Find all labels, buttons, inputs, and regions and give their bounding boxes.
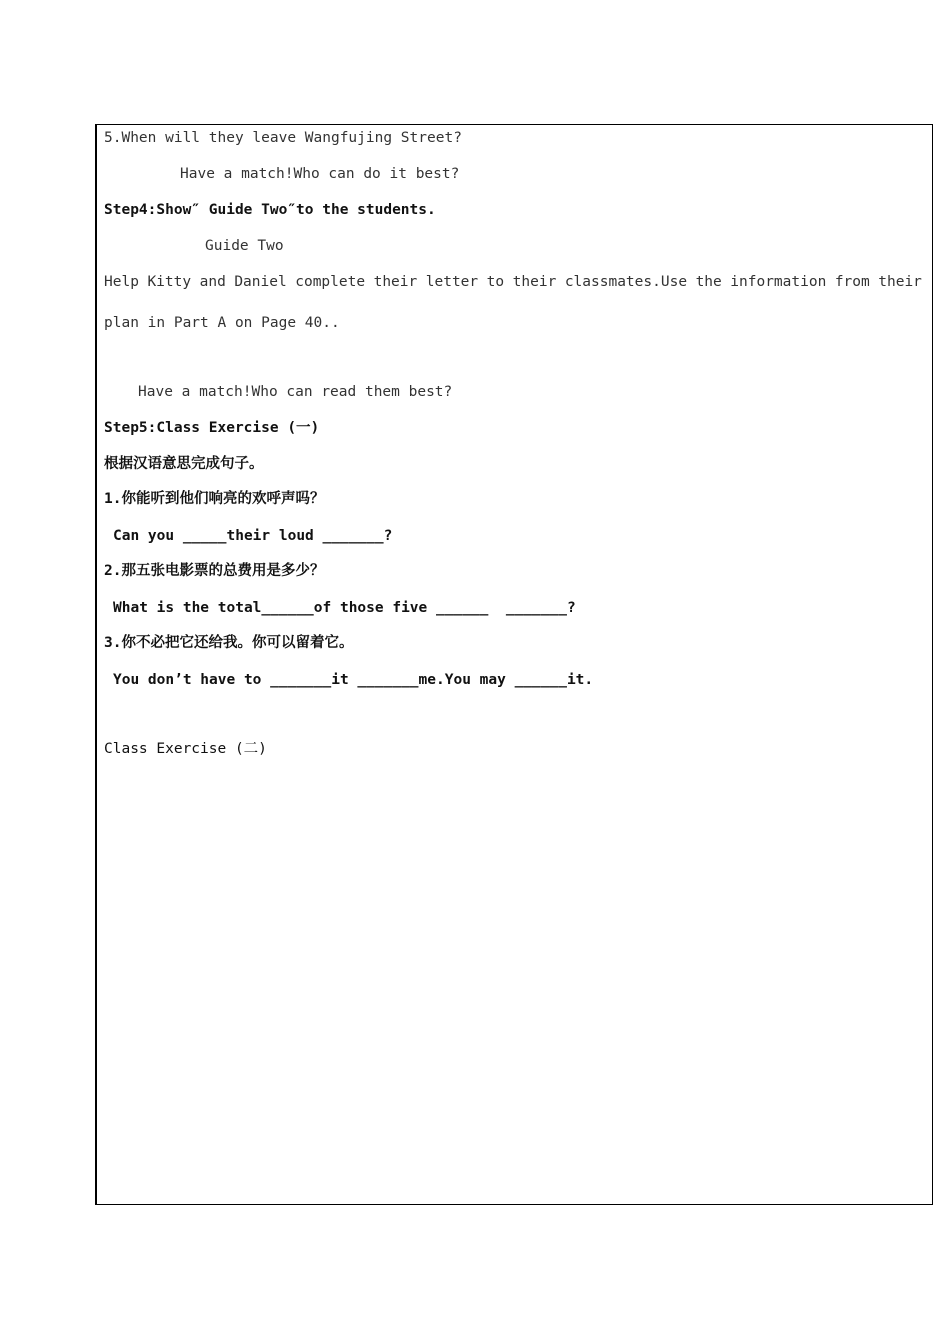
word: Help	[104, 274, 139, 290]
word: Daniel	[234, 274, 287, 290]
word: classmates.Use	[564, 274, 688, 290]
word: information	[730, 274, 827, 290]
exercise-3-english: You don’t have to _______it _______me.You may ______it.	[113, 672, 594, 688]
word: to	[486, 274, 505, 290]
word: from	[834, 274, 870, 290]
word: complete	[295, 274, 366, 290]
plan-reference: plan in Part A on Page 40..	[104, 315, 340, 331]
exercise-1-chinese: 1.你能听到他们响亮的欢呼声吗？	[104, 491, 325, 507]
word: the	[695, 274, 722, 290]
word: letter	[425, 274, 479, 290]
exercise-2-english: What is the total______of those five ______ _______?	[113, 600, 576, 616]
question-5: 5.When will they leave Wangfujing Street?	[104, 130, 462, 146]
exercise-1-english: Can you _____their loud _______?	[113, 528, 393, 544]
word: their	[512, 274, 557, 290]
exercise-3-chinese: 3.你不必把它还给我。你可以留着它。	[104, 635, 354, 651]
match-prompt-2: Have a match!Who can read them best?	[138, 384, 453, 400]
word: their	[373, 274, 418, 290]
word: their	[878, 274, 922, 290]
exercise-instruction: 根据汉语意思完成句子。	[104, 456, 264, 472]
word: and	[199, 274, 226, 290]
word: Kitty	[147, 274, 192, 290]
guide-two-title: Guide Two	[205, 238, 284, 254]
step4-heading: Step4:Show″ Guide Two″to the students.	[104, 202, 436, 218]
match-prompt-1: Have a match!Who can do it best?	[180, 166, 460, 182]
class-exercise-2-heading: Class Exercise (二)	[104, 741, 267, 757]
step5-heading: Step5:Class Exercise (一)	[104, 420, 320, 436]
help-instruction	[104, 273, 922, 291]
exercise-2-chinese: 2.那五张电影票的总费用是多少？	[104, 563, 325, 579]
